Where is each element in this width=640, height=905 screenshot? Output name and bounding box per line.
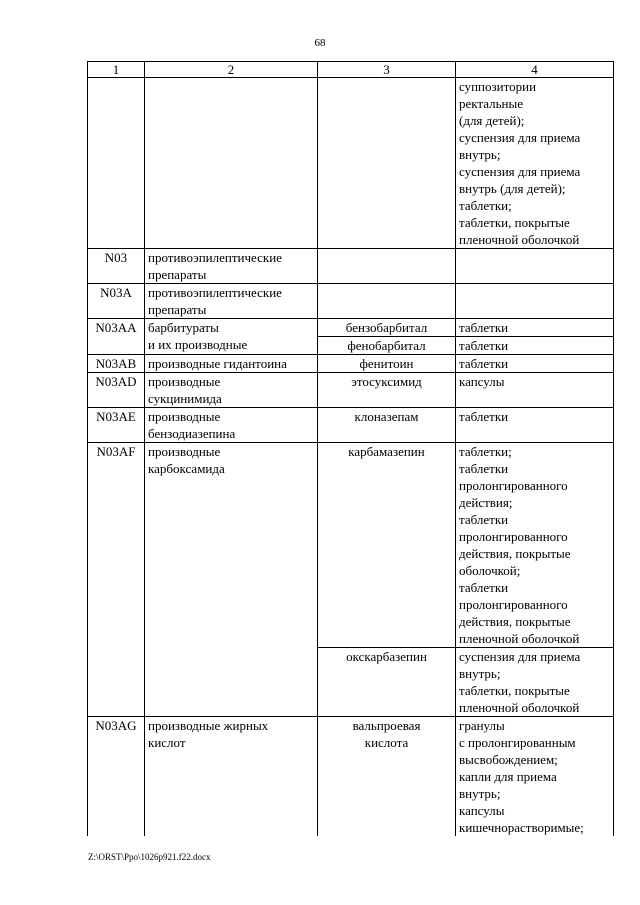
cell-text-line: барбитураты [148,320,219,335]
cell-text-line: внутрь; [459,147,501,162]
group-name-cell [145,78,318,249]
cell-text-line: производные жирных [148,718,269,733]
cell-text-line: кишечнорастворимые; [459,820,584,835]
cell-text-line: производные гидантоина [148,356,287,371]
cell-text-line: таблетки [459,356,509,371]
cell-text-line: таблетки; [459,444,512,459]
atc-code-cell: N03AB [88,355,145,373]
dosage-form-cell [456,249,614,284]
table-row [88,249,614,284]
cell-text-line: суспензия для приема [459,649,581,664]
cell-text-line: производные [148,444,221,459]
cell-text-line: бензодиазепина [148,426,236,441]
cell-text-line: таблетки, покрытые [459,215,570,230]
cell-text-line: таблетки; [459,198,512,213]
cell-text-line: таблетки [459,461,509,476]
atc-code-cell: N03AA [88,319,145,355]
drug-table-body [88,62,614,837]
cell-text-line: внутрь; [459,786,501,801]
substance-cell [318,319,456,337]
dosage-form-cell [456,337,614,355]
dosage-form-cell [456,319,614,337]
cell-text-line: кислота [364,735,409,750]
group-name-cell [145,408,318,443]
cell-text-line: пленочной оболочкой [459,700,580,715]
cell-text-line: бензобарбитал [345,320,428,335]
table-row [88,443,614,648]
cell-text-line: карбамазепин [348,444,425,459]
group-name-cell [145,284,318,319]
cell-text-line: противоэпилептические [148,285,282,300]
atc-code-cell [88,78,145,249]
cell-text-line: таблетки [459,580,509,595]
cell-text-line: внутрь; [459,666,501,681]
file-path-footer: Z:\ORST\Ppo\1026p921.f22.docx [88,852,211,862]
cell-text-line: таблетки, покрытые [459,683,570,698]
cell-text-line: оболочкой; [459,563,521,578]
substance-cell [318,717,456,837]
table-row [88,78,614,249]
atc-code-cell: N03AD [88,373,145,408]
cell-text-line: действия, покрытые [459,546,571,561]
dosage-form-cell [456,717,614,837]
cell-text-line: суспензия для приема [459,130,581,145]
group-name-cell [145,249,318,284]
dosage-form-cell [456,78,614,249]
cell-text-line: клоназепам [354,409,419,424]
substance-cell [318,78,456,249]
cell-text-line: вальпроевая [352,718,421,733]
atc-code-cell: N03AG [88,717,145,837]
cell-text-line: кислот [148,735,186,750]
dosage-form-cell [456,408,614,443]
substance-cell [318,355,456,373]
substance-cell [318,373,456,408]
cell-text-line: фенитоин [359,356,414,371]
cell-text-line: таблетки [459,338,509,353]
cell-text-line: гранулы [459,718,505,733]
dosage-form-cell [456,355,614,373]
group-name-cell [145,373,318,408]
header-row [88,62,614,78]
group-name-cell [145,355,318,373]
cell-text-line: пролонгированного [459,597,568,612]
cell-text-line: таблетки [459,409,509,424]
atc-code-cell: N03 [88,249,145,284]
cell-text-line: ректальные [459,96,524,111]
cell-text-line: пленочной оболочкой [459,631,580,646]
substance-cell [318,648,456,717]
atc-code-cell: N03AF [88,443,145,717]
header-cell: 2 [145,62,318,78]
cell-text-line: суспензия для приема [459,164,581,179]
dosage-form-cell [456,443,614,648]
cell-text-line: производные [148,409,221,424]
cell-text-line: и их производные [148,337,248,352]
substance-cell [318,249,456,284]
dosage-form-cell [456,373,614,408]
cell-text-line: таблетки [459,512,509,527]
cell-text-line: капли для приема [459,769,557,784]
atc-code-cell: N03A [88,284,145,319]
cell-text-line: действия, покрытые [459,614,571,629]
cell-text-line: пролонгированного [459,529,568,544]
table-row [88,408,614,443]
drug-table [87,61,614,836]
substance-cell [318,284,456,319]
cell-text-line: окскарбазепин [346,649,427,664]
cell-text-line: суппозитории [459,79,537,94]
cell-text-line: карбоксамида [148,461,225,476]
table-row [88,373,614,408]
group-name-cell [145,443,318,717]
group-name-cell [145,319,318,355]
atc-code-cell: N03AE [88,408,145,443]
cell-text-line: сукцинимида [148,391,222,406]
table-row [88,355,614,373]
cell-text-line: этосуксимид [351,374,422,389]
cell-text-line: пролонгированного [459,478,568,493]
substance-cell [318,443,456,648]
header-cell: 1 [88,62,145,78]
dosage-form-cell [456,284,614,319]
cell-text-line: фенобарбитал [347,338,426,353]
cell-text-line: препараты [148,302,207,317]
header-cell: 4 [456,62,614,78]
substance-cell [318,337,456,355]
cell-text-line: таблетки [459,320,509,335]
cell-text-line: с пролонгированным [459,735,576,750]
cell-text-line: противоэпилептические [148,250,282,265]
table-row [88,717,614,837]
table-row [88,319,614,337]
table-row [88,284,614,319]
cell-text-line: капсулы [459,374,505,389]
cell-text-line: высвобождением; [459,752,558,767]
group-name-cell [145,717,318,837]
dosage-form-cell [456,648,614,717]
substance-cell [318,408,456,443]
cell-text-line: капсулы [459,803,505,818]
cell-text-line: действия; [459,495,513,510]
cell-text-line: внутрь (для детей); [459,181,566,196]
page-number: 68 [314,37,326,49]
cell-text-line: пленочной оболочкой [459,232,580,247]
cell-text-line: производные [148,374,221,389]
cell-text-line: препараты [148,267,207,282]
cell-text-line: (для детей); [459,113,525,128]
header-cell: 3 [318,62,456,78]
